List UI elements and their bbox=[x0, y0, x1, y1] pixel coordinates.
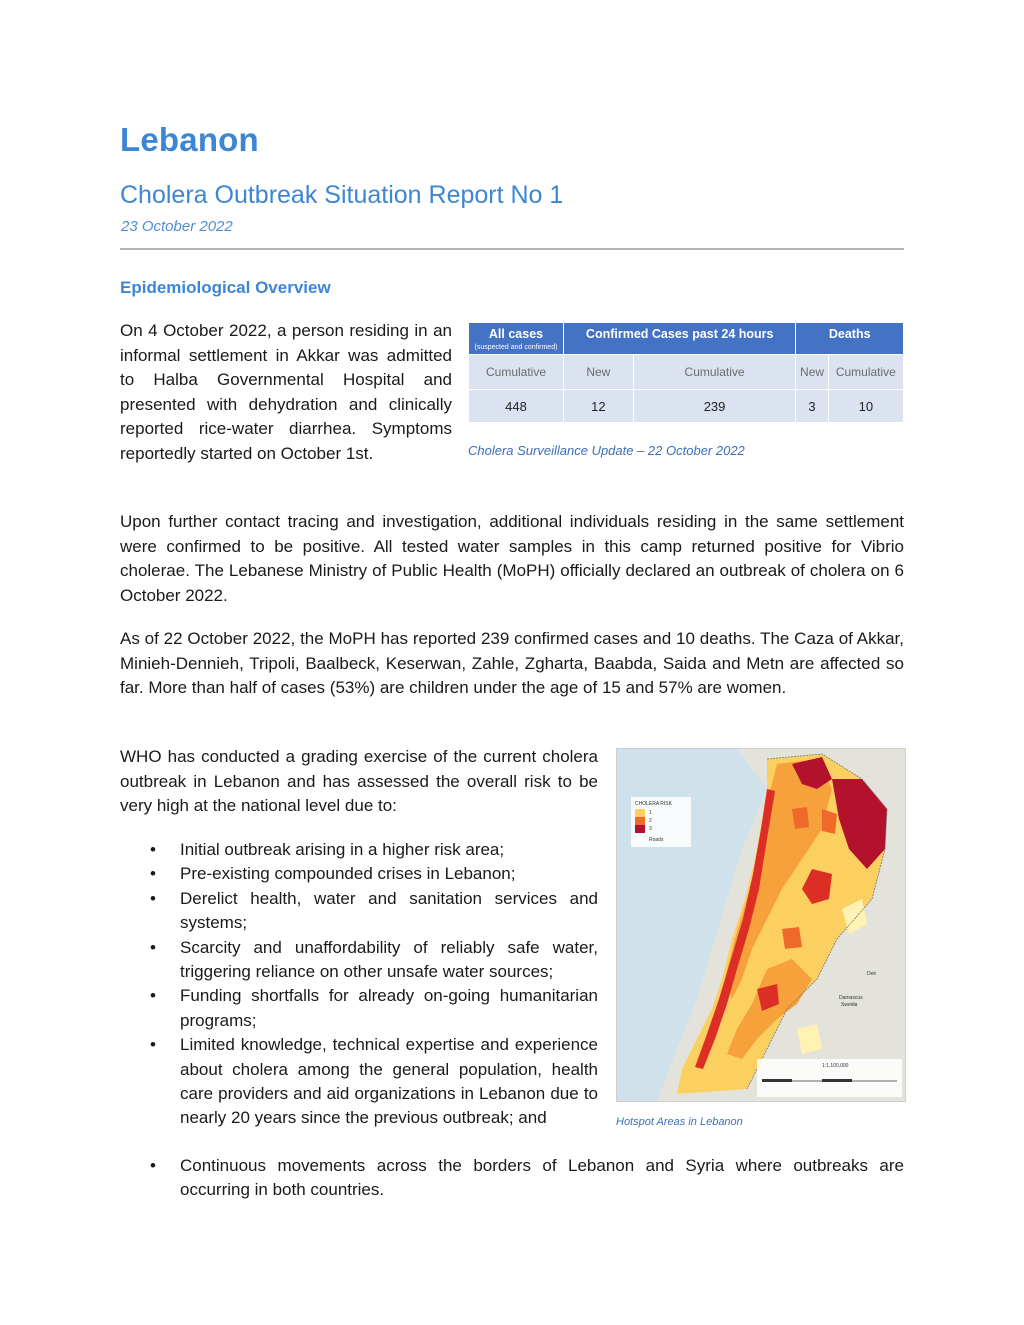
list-item: • Initial outbreak arising in a higher risk area; bbox=[150, 838, 598, 862]
paragraph-first-case: On 4 October 2022, a person residing in an informal settlement in Akkar was admitted to Halba Governmental Hospital and presented with dehydration and clinically reported rice-water diarrhea. Symptoms reportedly started on October 1st. bbox=[120, 321, 452, 463]
map-legend-title: CHOLERA RISK bbox=[635, 801, 672, 807]
paragraph-case-counts: As of 22 October 2022, the MoPH has reported 239 confirmed cases and 10 deaths. The Caza of Akkar, Minieh-Dennieh, Tripoli, Baalbeck, Keserwan, Zahle, Zgharta, Baabda, Saida and Metn are affected so far. More than half of cases (53%) are children under the age of 15 and 57% are women. bbox=[120, 629, 904, 697]
risk-factor-list bbox=[150, 838, 598, 1131]
value-all-cases-cumulative: 448 bbox=[469, 390, 564, 423]
map-place-label: Damascus bbox=[839, 995, 863, 1001]
table-row bbox=[469, 390, 904, 423]
list-item: • Funding shortfalls for already on-going humanitarian programs; bbox=[150, 984, 598, 1033]
map-legend-label: 3 bbox=[649, 826, 652, 832]
value-deaths-new: 3 bbox=[796, 390, 828, 423]
header-deaths: Deaths bbox=[796, 323, 904, 355]
map-legend-footer: Roads bbox=[649, 837, 664, 843]
table-header-row bbox=[469, 323, 904, 355]
list-item: • Limited knowledge, technical expertise and experience about cholera among the general population, health care providers and aid organizations in Lebanon due to nearly 20 years since the previous outbreak; and bbox=[150, 1033, 598, 1131]
subheader-cell: Cumulative bbox=[469, 355, 564, 390]
list-item: • Pre-existing compounded crises in Lebanon; bbox=[150, 862, 598, 886]
report-subtitle: Cholera Outbreak Situation Report No 1 bbox=[120, 181, 564, 209]
table-subheader-row bbox=[469, 355, 904, 390]
map-place-label: Deir bbox=[867, 971, 877, 977]
subheader-cell: Cumulative bbox=[828, 355, 903, 390]
list-item: • Scarcity and unaffordability of reliably safe water, triggering reliance on other unsafe water sources; bbox=[150, 936, 598, 985]
map-caption: Hotspot Areas in Lebanon bbox=[616, 1116, 743, 1128]
header-all-cases-note: (suspected and confirmed) bbox=[474, 344, 558, 351]
value-confirmed-cumulative: 239 bbox=[633, 390, 796, 423]
list-item: • Continuous movements across the borders of Lebanon and Syria where outbreaks are occurring in both countries. bbox=[150, 1154, 904, 1203]
header-divider bbox=[120, 248, 904, 250]
header-all-cases bbox=[469, 323, 564, 355]
map-place-label: Sweida bbox=[841, 1002, 858, 1008]
map-legend-label: 2 bbox=[649, 818, 652, 824]
list-item: • Derelict health, water and sanitation services and systems; bbox=[150, 887, 598, 936]
section-heading: Epidemiological Overview bbox=[120, 278, 331, 297]
paragraph-investigation: Upon further contact tracing and investigation, additional individuals residing in the same settlement were confirmed to be positive. All tested water samples in this camp returned positive for Vibrio cholerae. The Lebanese Ministry of Public Health (MoPH) officially declared an outbreak of cholera on 6 October 2022. bbox=[120, 512, 904, 605]
subheader-cell: New bbox=[796, 355, 828, 390]
subheader-cell: New bbox=[564, 355, 634, 390]
table-caption: Cholera Surveillance Update – 22 October 2022 bbox=[468, 443, 745, 458]
map-scale-text: 1:1,100,000 bbox=[822, 1063, 849, 1069]
page-title: Lebanon bbox=[120, 121, 259, 158]
value-deaths-cumulative: 10 bbox=[828, 390, 903, 423]
header-all-cases-label: All cases bbox=[488, 327, 544, 341]
case-summary-table bbox=[468, 322, 904, 423]
paragraph-risk-assessment: WHO has conducted a grading exercise of the current cholera outbreak in Lebanon and has assessed the overall risk to be very high at the national level due to: bbox=[120, 747, 598, 815]
map-legend-label: 1 bbox=[649, 810, 652, 816]
hotspot-map bbox=[616, 748, 906, 1102]
value-confirmed-new: 12 bbox=[564, 390, 634, 423]
subheader-cell: Cumulative bbox=[633, 355, 796, 390]
report-date: 23 October 2022 bbox=[121, 218, 233, 235]
header-confirmed: Confirmed Cases past 24 hours bbox=[564, 323, 796, 355]
